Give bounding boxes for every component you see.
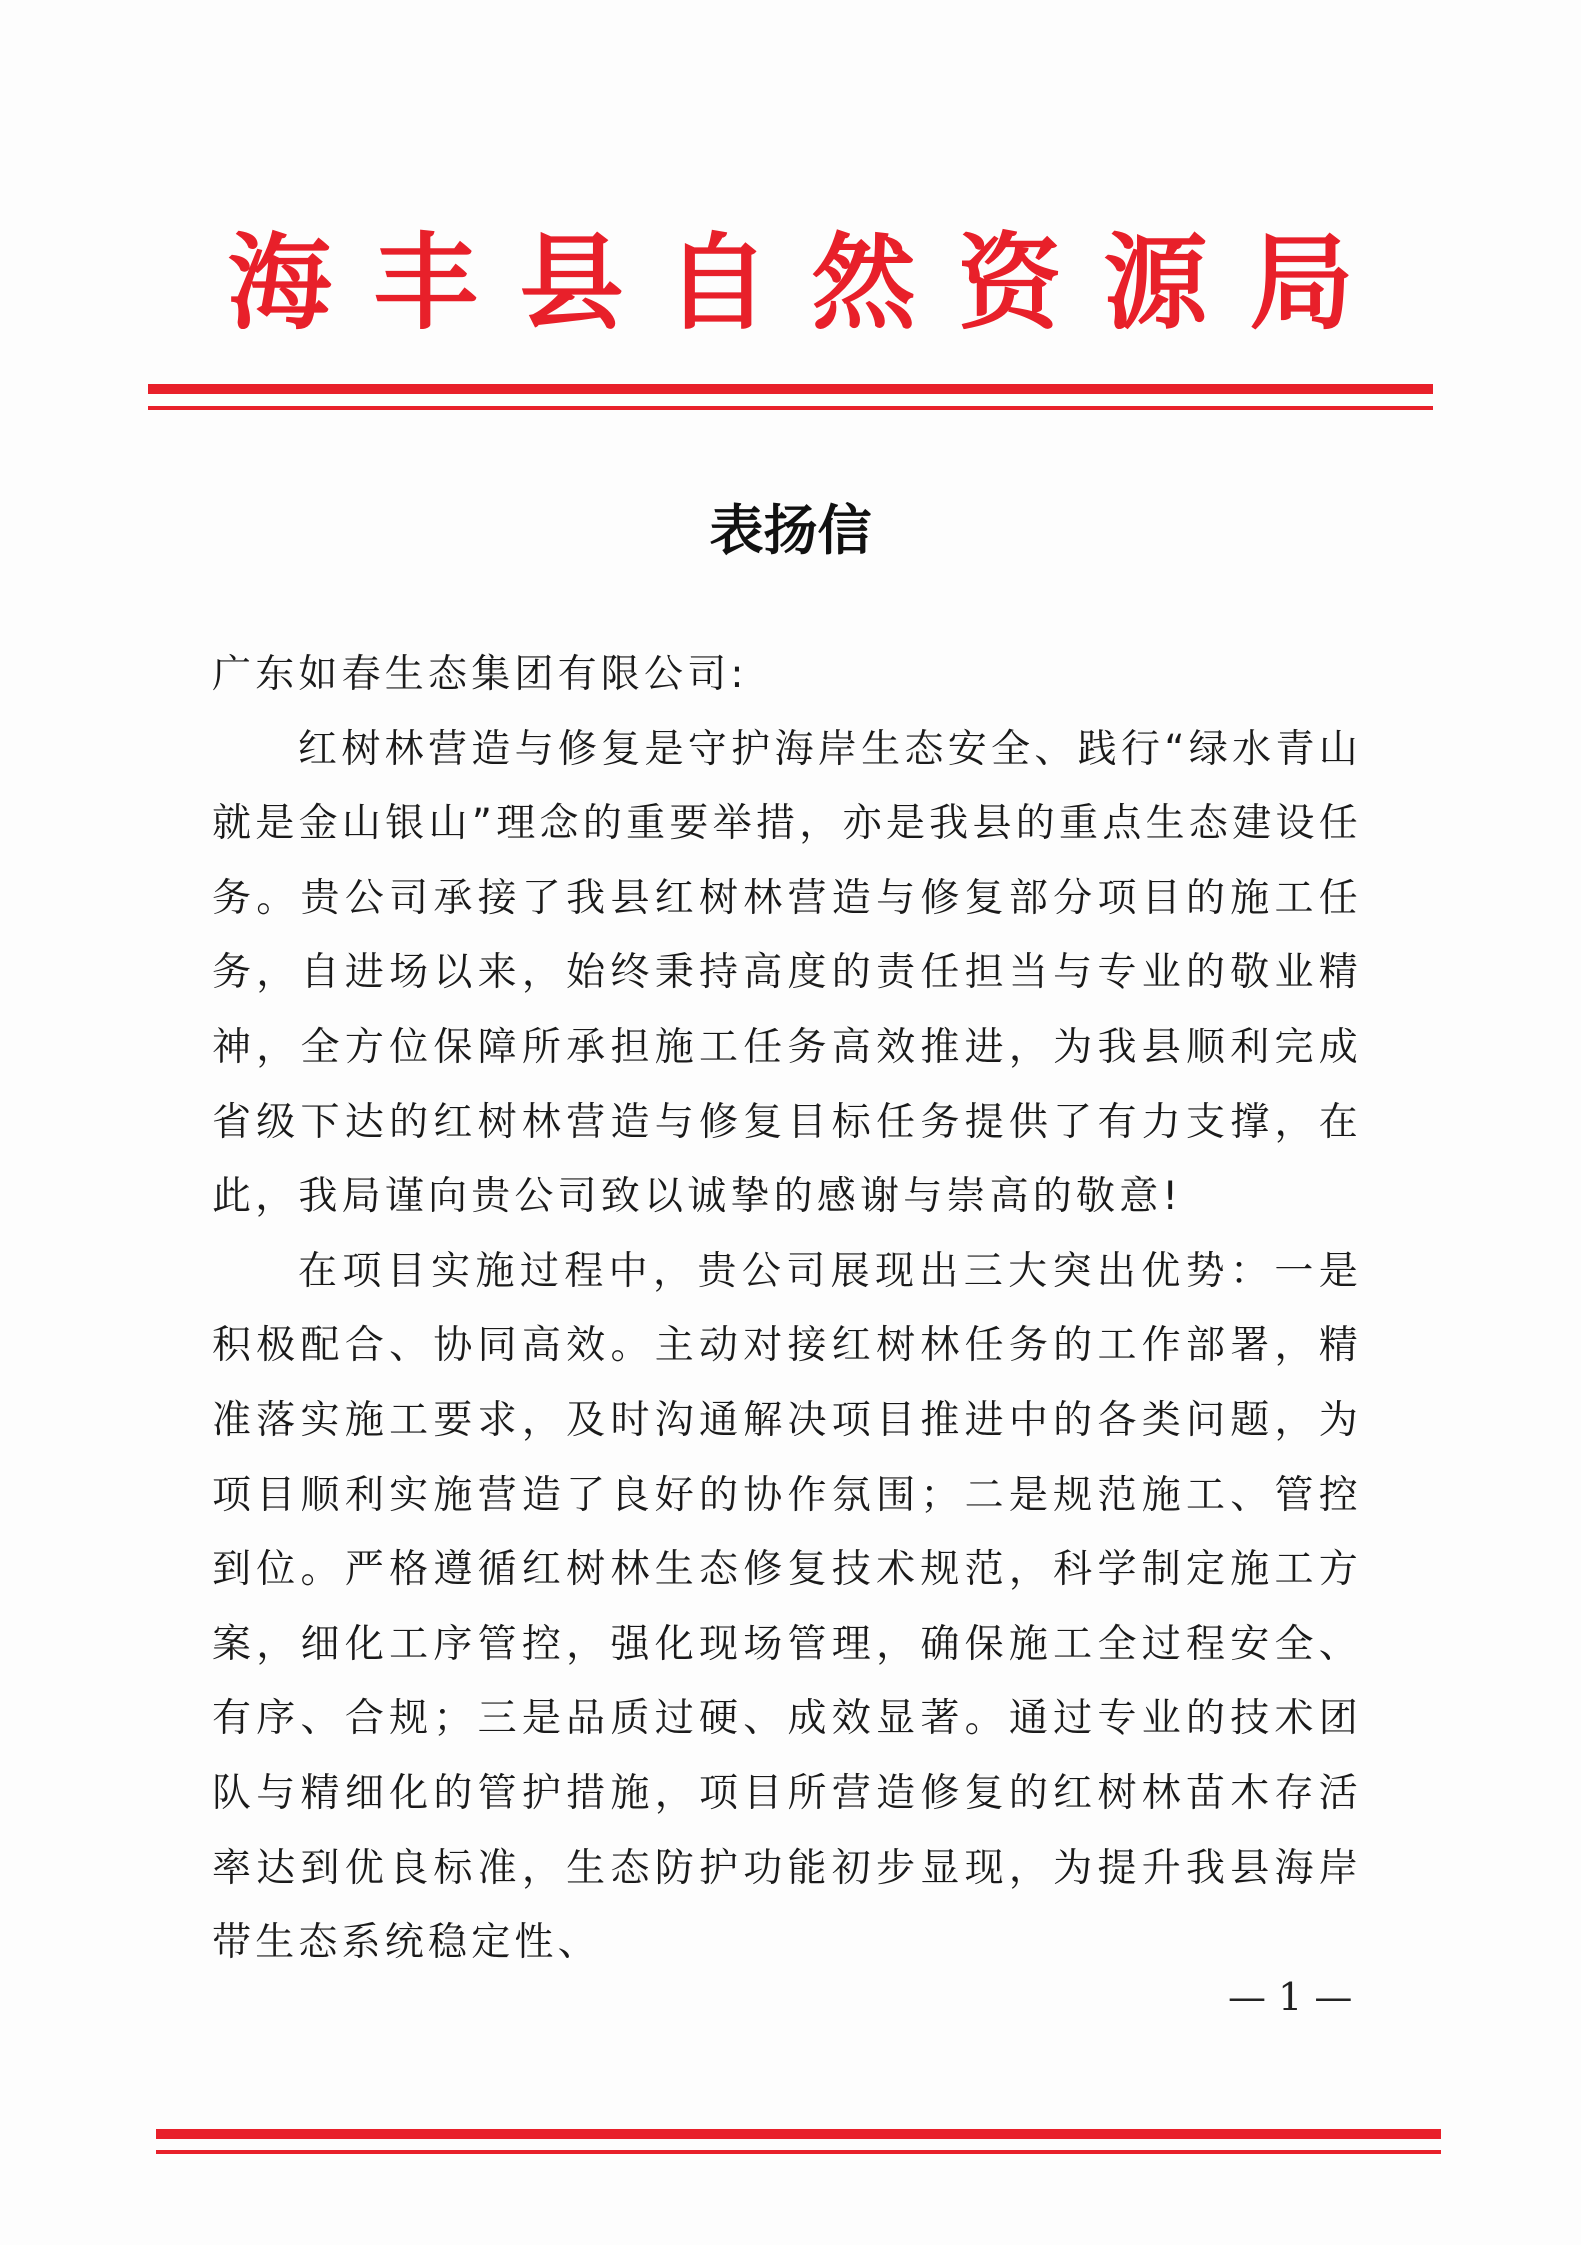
document-body xyxy=(212,638,1362,1981)
letterhead-red-rule-thin xyxy=(148,406,1433,410)
letterhead-organization: 海丰县自然资源局 xyxy=(227,221,1396,344)
paragraph-1: 红树林营造与修复是守护海岸生态安全、践行“绿水青山就是金山银山”理念的重要举措，亦是我县的重点生态建设任务。贵公司承接了我县红树林营造与修复部分项目的施工任务，自进场以来，始终秉持高度的责任担当与专业的敬业精神，全方位保障所承担施工任务高效推进，为我县顺利完成省级下达的红树林营造与修复目标任务提供了有力支撑，在此，我局谨向贵公司致以诚挚的感谢与崇高的敬意! xyxy=(212,726,1362,1220)
document-title: 表扬信 xyxy=(709,498,872,562)
footer-red-rule-thin xyxy=(156,2150,1441,2154)
letterhead-red-rule-thick xyxy=(148,384,1433,394)
page-number: — 1 — xyxy=(1228,1975,1353,2019)
salutation: 广东如春生态集团有限公司: xyxy=(212,652,748,697)
paragraph-2: 在项目实施过程中，贵公司展现出三大突出优势：一是积极配合、协同高效。主动对接红树林任务的工作部署，精准落实施工要求，及时沟通解决项目推进中的各类问题，为项目顺利实施营造了良好的协作氛围；二是规范施工、管控到位。严格遵循红树林生态修复技术规范，科学制定施工方案，细化工序管控，强化现场管理，确保施工全过程安全、有序、合规；三是品质过硬、成效显著。通过专业的技术团队与精细化的管护措施，项目所营造修复的红树林苗木存活率达到优良标准，生态防护功能初步显现，为提升我县海岸带生态系统稳定性、 xyxy=(212,1248,1362,1966)
footer-red-rule-thick xyxy=(156,2129,1441,2139)
